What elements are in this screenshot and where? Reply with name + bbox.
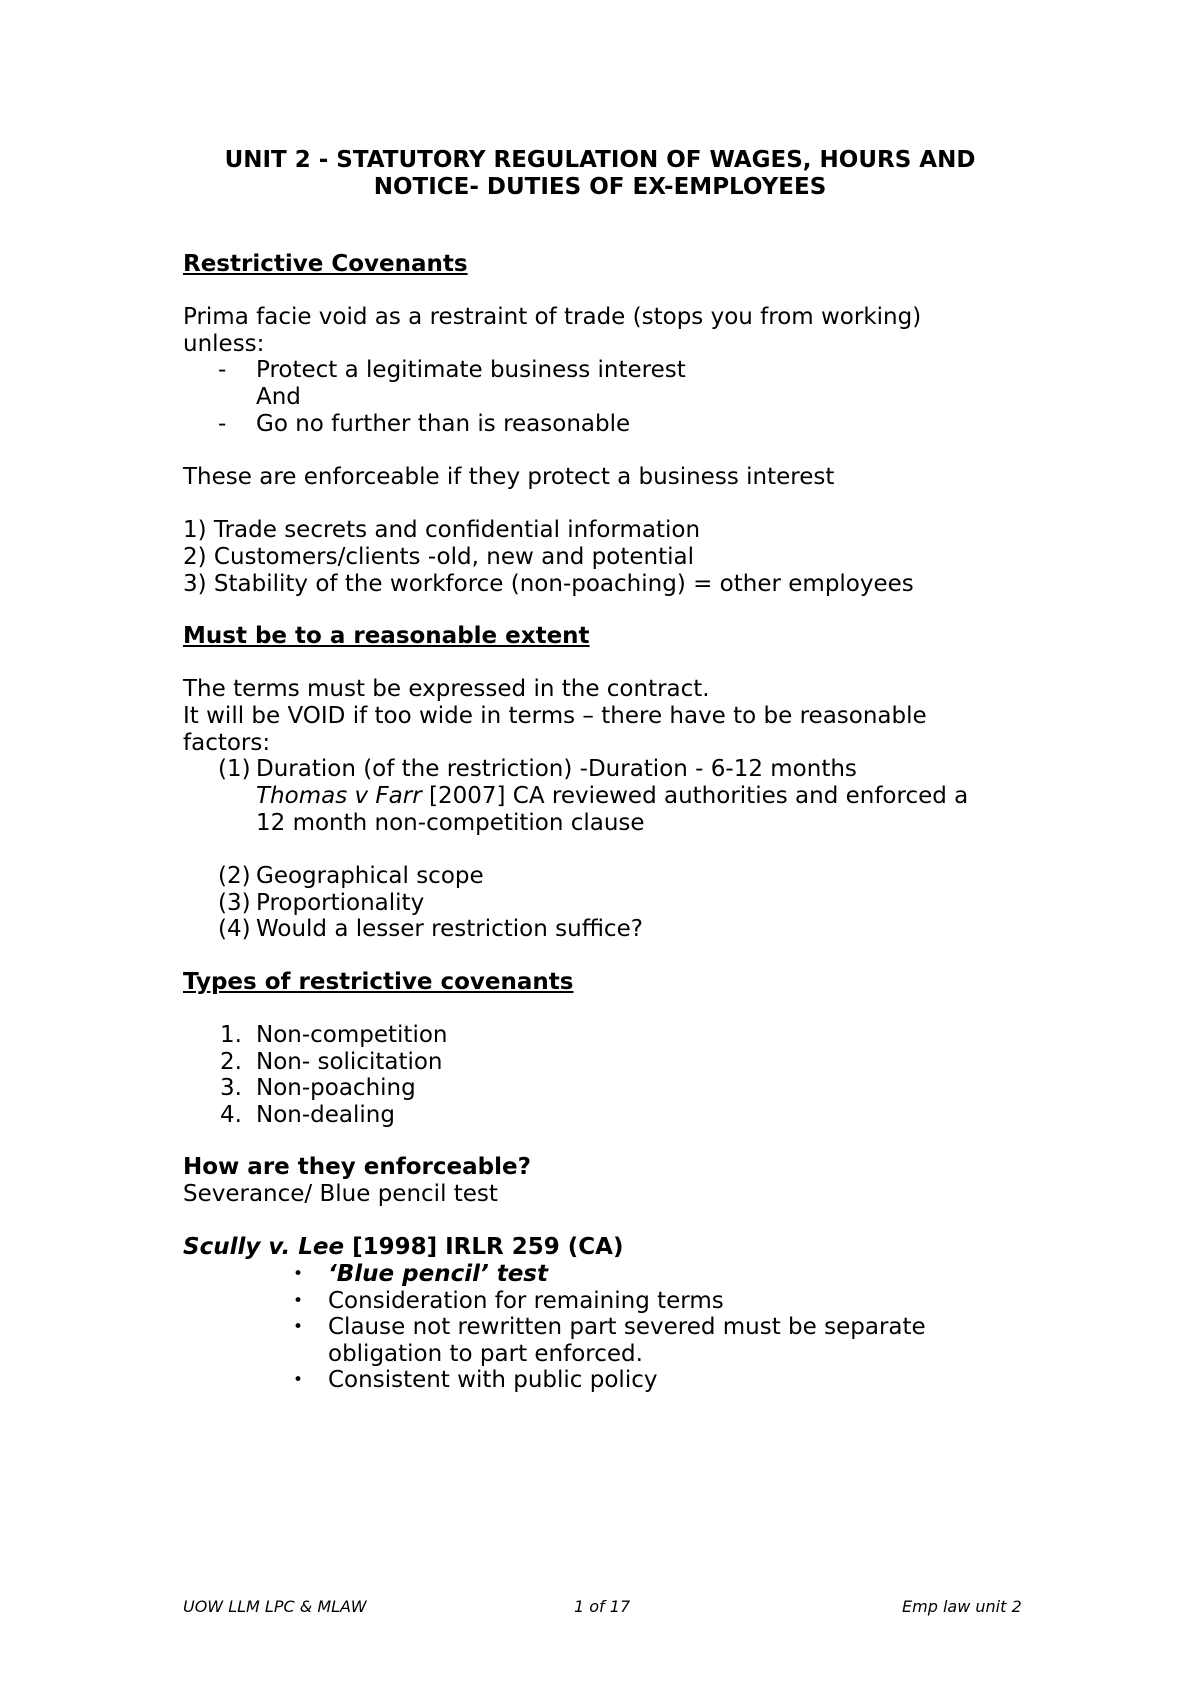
page-title-line2: NOTICE- DUTIES OF EX-EMPLOYEES bbox=[373, 174, 827, 200]
factor-text: Would a lesser restriction suffice? bbox=[256, 916, 643, 942]
case-name: Thomas v Farr bbox=[256, 783, 422, 809]
interest-item: 3) Stability of the workforce (non-poaching) = other employees bbox=[183, 571, 914, 597]
bullet-item: ‘Blue pencil’ test bbox=[328, 1261, 548, 1287]
bullet-item-line2: obligation to part enforced. bbox=[328, 1341, 643, 1367]
heading-enforceable: How are they enforceable? bbox=[183, 1154, 531, 1180]
reasonable-text: The terms must be expressed in the contract. bbox=[183, 676, 710, 702]
dash-bullet: - bbox=[218, 357, 227, 383]
bullet-item: Clause not rewritten part severed must be separate bbox=[328, 1314, 926, 1340]
list-number: 1. bbox=[220, 1022, 242, 1048]
bullet-item: Consistent with public policy bbox=[328, 1367, 658, 1393]
reasonable-text: It will be VOID if too wide in terms – there have to be reasonable bbox=[183, 703, 927, 729]
bullet-icon: • bbox=[293, 1370, 304, 1390]
factor-text: Duration (of the restriction) -Duration - 6-12 months bbox=[256, 756, 857, 782]
condition-item: Protect a legitimate business interest bbox=[256, 357, 686, 383]
list-number: 2. bbox=[220, 1049, 242, 1075]
heading-types: Types of restrictive covenants bbox=[183, 969, 574, 995]
bullet-icon: • bbox=[293, 1291, 304, 1311]
enforceable-text: These are enforceable if they protect a business interest bbox=[183, 464, 835, 490]
footer-right: Emp law unit 2 bbox=[902, 1597, 1022, 1616]
enforce-text: Severance/ Blue pencil test bbox=[183, 1181, 498, 1207]
reasonable-text: factors: bbox=[183, 730, 271, 756]
factor-number: (3) bbox=[218, 890, 251, 916]
case-detail: [2007] CA reviewed authorities and enforced a bbox=[421, 783, 969, 809]
bullet-icon: • bbox=[293, 1264, 304, 1284]
list-item: Non- solicitation bbox=[256, 1049, 443, 1075]
heading-restrictive-covenants: Restrictive Covenants bbox=[183, 251, 468, 277]
case-name: Scully v. Lee bbox=[183, 1234, 345, 1260]
factor-number: (1) bbox=[218, 756, 251, 782]
interest-item: 2) Customers/clients -old, new and potential bbox=[183, 544, 694, 570]
list-number: 4. bbox=[220, 1102, 242, 1128]
page-title: UNIT 2 - STATUTORY REGULATION OF WAGES, HOURS AND bbox=[224, 147, 976, 173]
heading-reasonable-extent: Must be to a reasonable extent bbox=[183, 623, 590, 649]
list-item: Non-dealing bbox=[256, 1102, 395, 1128]
list-item: Non-poaching bbox=[256, 1075, 416, 1101]
case-heading bbox=[183, 1233, 623, 1261]
case-detail-line2: 12 month non-competition clause bbox=[256, 810, 645, 836]
footer-left: UOW LLM LPC & MLAW bbox=[183, 1597, 367, 1616]
factor-number: (4) bbox=[218, 916, 251, 942]
footer-page-number: 1 of 17 bbox=[574, 1597, 631, 1616]
factor-text: Proportionality bbox=[256, 890, 425, 916]
bullet-icon: • bbox=[293, 1317, 304, 1337]
condition-connector: And bbox=[256, 384, 301, 410]
case-reference bbox=[256, 782, 968, 810]
case-citation: [1998] IRLR 259 (CA) bbox=[344, 1234, 624, 1260]
intro-text-line2: unless: bbox=[183, 331, 265, 357]
factor-text: Geographical scope bbox=[256, 863, 484, 889]
factor-number: (2) bbox=[218, 863, 251, 889]
intro-text: Prima facie void as a restraint of trade (stops you from working) bbox=[183, 304, 922, 330]
list-number: 3. bbox=[220, 1075, 242, 1101]
bullet-item: Consideration for remaining terms bbox=[328, 1288, 724, 1314]
condition-item: Go no further than is reasonable bbox=[256, 411, 631, 437]
dash-bullet: - bbox=[218, 411, 227, 437]
interest-item: 1) Trade secrets and confidential information bbox=[183, 517, 701, 543]
list-item: Non-competition bbox=[256, 1022, 448, 1048]
